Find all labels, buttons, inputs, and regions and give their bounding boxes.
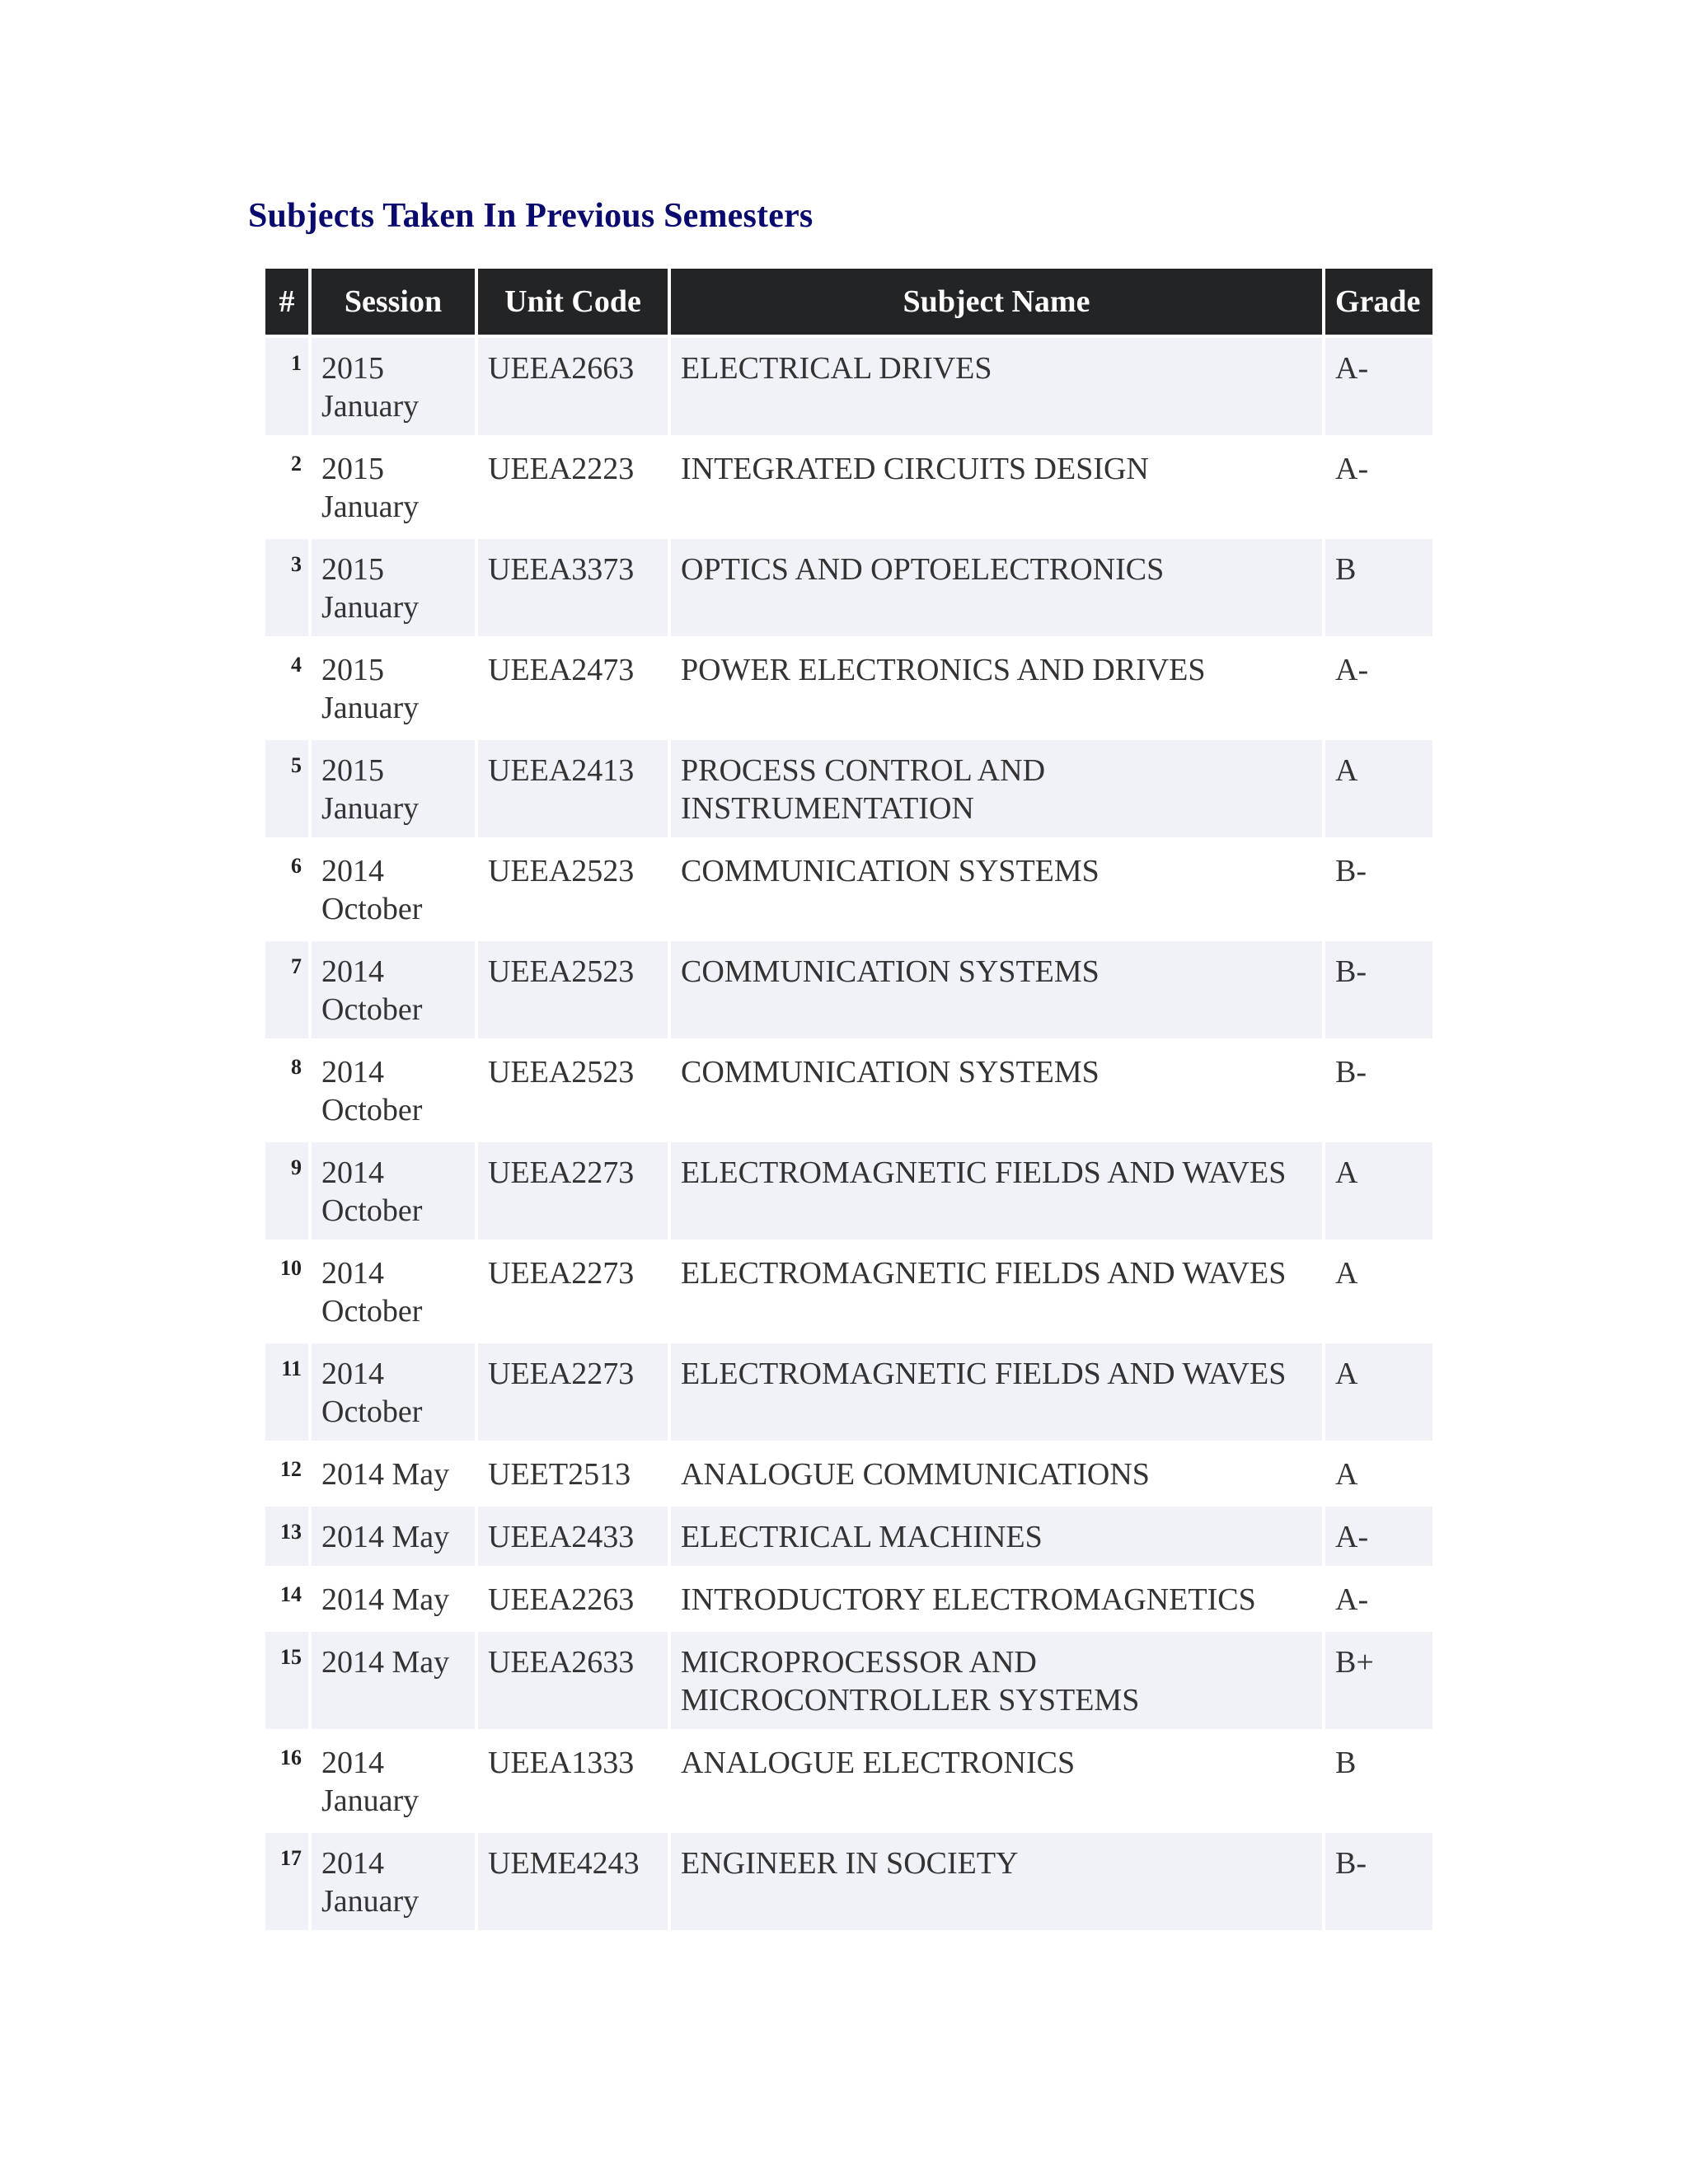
table-row <box>265 1507 1432 1566</box>
subject-name-cell: MICROPROCESSOR AND MICROCONTROLLER SYSTEMS <box>671 1632 1322 1729</box>
table-body <box>265 338 1432 1930</box>
unit-code-cell: UEEA2473 <box>478 640 668 737</box>
table-row <box>265 539 1432 636</box>
table-row <box>265 740 1432 837</box>
unit-code-cell: UEET2513 <box>478 1444 668 1503</box>
row-number: 14 <box>265 1569 308 1629</box>
row-number: 17 <box>265 1833 308 1930</box>
subject-name-cell: COMMUNICATION SYSTEMS <box>671 1042 1322 1139</box>
table-row <box>265 1732 1432 1830</box>
table-row <box>265 640 1432 737</box>
table-header-row <box>265 269 1432 335</box>
row-number: 1 <box>265 338 308 435</box>
grade-cell: A <box>1325 1444 1432 1503</box>
table-row <box>265 1142 1432 1240</box>
grade-cell: A- <box>1325 338 1432 435</box>
grade-cell: B <box>1325 539 1432 636</box>
table-row <box>265 438 1432 536</box>
row-number: 3 <box>265 539 308 636</box>
unit-code-cell: UEEA2523 <box>478 841 668 938</box>
session-cell: 2014 May <box>312 1569 475 1629</box>
table-row <box>265 1632 1432 1729</box>
subject-name-cell: PROCESS CONTROL AND INSTRUMENTATION <box>671 740 1322 837</box>
table-row <box>265 841 1432 938</box>
grade-cell: B- <box>1325 1833 1432 1930</box>
header-number: # <box>265 269 308 335</box>
row-number: 5 <box>265 740 308 837</box>
table-row <box>265 1042 1432 1139</box>
grade-cell: A <box>1325 1142 1432 1240</box>
grade-cell: A- <box>1325 1569 1432 1629</box>
table-row <box>265 941 1432 1038</box>
row-number: 6 <box>265 841 308 938</box>
unit-code-cell: UEEA2633 <box>478 1632 668 1729</box>
page-title: Subjects Taken In Previous Semesters <box>248 197 814 235</box>
unit-code-cell: UEEA2273 <box>478 1343 668 1441</box>
row-number: 15 <box>265 1632 308 1729</box>
subject-name-cell: ANALOGUE ELECTRONICS <box>671 1732 1322 1830</box>
table-row <box>265 338 1432 435</box>
unit-code-cell: UEME4243 <box>478 1833 668 1930</box>
subject-name-cell: ELECTROMAGNETIC FIELDS AND WAVES <box>671 1343 1322 1441</box>
unit-code-cell: UEEA2433 <box>478 1507 668 1566</box>
table-row <box>265 1833 1432 1930</box>
session-cell: 2014 October <box>312 1042 475 1139</box>
unit-code-cell: UEEA3373 <box>478 539 668 636</box>
row-number: 16 <box>265 1732 308 1830</box>
grade-cell: A <box>1325 1343 1432 1441</box>
subject-name-cell: COMMUNICATION SYSTEMS <box>671 841 1322 938</box>
table-row <box>265 1243 1432 1340</box>
row-number: 4 <box>265 640 308 737</box>
session-cell: 2014 May <box>312 1507 475 1566</box>
subject-name-cell: INTRODUCTORY ELECTROMAGNETICS <box>671 1569 1322 1629</box>
row-number: 10 <box>265 1243 308 1340</box>
unit-code-cell: UEEA2523 <box>478 941 668 1038</box>
session-cell: 2014 October <box>312 1142 475 1240</box>
header-subject-name: Subject Name <box>671 269 1322 335</box>
row-number: 11 <box>265 1343 308 1441</box>
row-number: 7 <box>265 941 308 1038</box>
unit-code-cell: UEEA2273 <box>478 1142 668 1240</box>
session-cell: 2014 May <box>312 1632 475 1729</box>
subject-name-cell: INTEGRATED CIRCUITS DESIGN <box>671 438 1322 536</box>
row-number: 12 <box>265 1444 308 1503</box>
session-cell: 2015 January <box>312 438 475 536</box>
subject-name-cell: POWER ELECTRONICS AND DRIVES <box>671 640 1322 737</box>
unit-code-cell: UEEA2263 <box>478 1569 668 1629</box>
row-number: 9 <box>265 1142 308 1240</box>
session-cell: 2015 January <box>312 539 475 636</box>
table-row <box>265 1343 1432 1441</box>
session-cell: 2014 October <box>312 1343 475 1441</box>
grade-cell: B- <box>1325 841 1432 938</box>
unit-code-cell: UEEA2413 <box>478 740 668 837</box>
subject-name-cell: ENGINEER IN SOCIETY <box>671 1833 1322 1930</box>
session-cell: 2014 January <box>312 1732 475 1830</box>
session-cell: 2014 October <box>312 841 475 938</box>
grade-cell: A <box>1325 740 1432 837</box>
session-cell: 2014 May <box>312 1444 475 1503</box>
session-cell: 2015 January <box>312 740 475 837</box>
grade-cell: B+ <box>1325 1632 1432 1729</box>
session-cell: 2014 October <box>312 941 475 1038</box>
table-row <box>265 1569 1432 1629</box>
subject-name-cell: COMMUNICATION SYSTEMS <box>671 941 1322 1038</box>
subject-name-cell: ELECTRICAL MACHINES <box>671 1507 1322 1566</box>
grade-cell: A- <box>1325 1507 1432 1566</box>
unit-code-cell: UEEA2223 <box>478 438 668 536</box>
unit-code-cell: UEEA1333 <box>478 1732 668 1830</box>
subject-name-cell: ELECTROMAGNETIC FIELDS AND WAVES <box>671 1142 1322 1240</box>
session-cell: 2014 October <box>312 1243 475 1340</box>
subject-name-cell: ANALOGUE COMMUNICATIONS <box>671 1444 1322 1503</box>
header-unit-code: Unit Code <box>478 269 668 335</box>
unit-code-cell: UEEA2523 <box>478 1042 668 1139</box>
header-session: Session <box>312 269 475 335</box>
grade-cell: B <box>1325 1732 1432 1830</box>
session-cell: 2015 January <box>312 338 475 435</box>
row-number: 8 <box>265 1042 308 1139</box>
subjects-table <box>262 265 1436 1933</box>
table-row <box>265 1444 1432 1503</box>
subject-name-cell: ELECTRICAL DRIVES <box>671 338 1322 435</box>
subject-name-cell: ELECTROMAGNETIC FIELDS AND WAVES <box>671 1243 1322 1340</box>
row-number: 2 <box>265 438 308 536</box>
grade-cell: A- <box>1325 640 1432 737</box>
grade-cell: B- <box>1325 1042 1432 1139</box>
subject-name-cell: OPTICS AND OPTOELECTRONICS <box>671 539 1322 636</box>
grade-cell: A <box>1325 1243 1432 1340</box>
grade-cell: A- <box>1325 438 1432 536</box>
session-cell: 2015 January <box>312 640 475 737</box>
unit-code-cell: UEEA2663 <box>478 338 668 435</box>
unit-code-cell: UEEA2273 <box>478 1243 668 1340</box>
session-cell: 2014 January <box>312 1833 475 1930</box>
row-number: 13 <box>265 1507 308 1566</box>
grade-cell: B- <box>1325 941 1432 1038</box>
header-grade: Grade <box>1325 269 1432 335</box>
